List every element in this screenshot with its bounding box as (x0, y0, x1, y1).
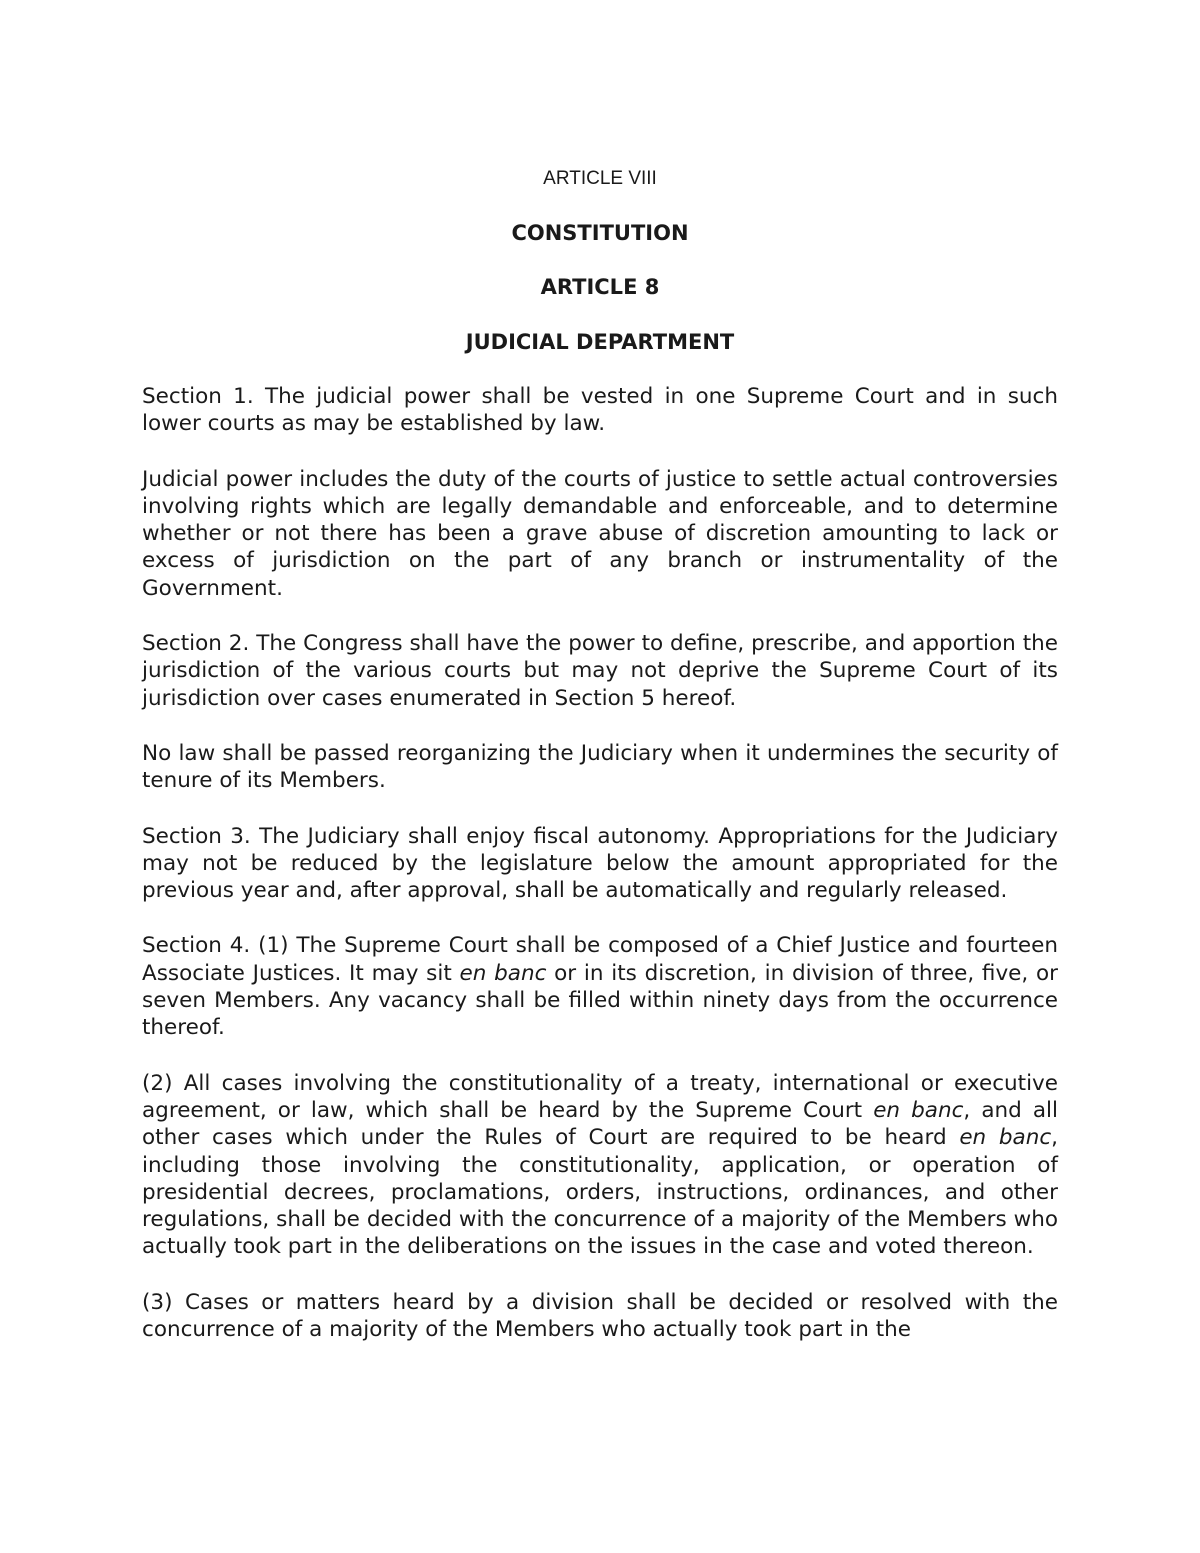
text-segment: , and all other cases which under the Rules of Court are required to be heard (142, 1097, 1058, 1151)
article-number-heading: ARTICLE 8 (540, 275, 660, 299)
paragraph-section-3: Section 3. The Judiciary shall enjoy fiscal autonomy. Appropriations for the Judiciary may not be reduced by the legislature below the amount appropriated for the previous year and, after approval, shall be automatically and regularly released. (142, 823, 1058, 904)
department-heading: JUDICIAL DEPARTMENT (465, 330, 735, 354)
text-segment: , including those involving the constitutionality, application, or operation of presidential decrees, proclamations, orders, instructions, ordinances, and other regulations, shall be decided with the concurrence of a majority of the Members who actually took part in the deliberations on the issues in the case and voted thereon. (142, 1125, 1058, 1260)
document-title: CONSTITUTION (511, 221, 689, 245)
document-body (142, 383, 1058, 1371)
paragraph-section-4-2 (142, 1070, 1058, 1261)
paragraph-section-1: Section 1. The judicial power shall be vested in one Supreme Court and in such lower courts as may be established by law. (142, 384, 1058, 437)
text-segment: (2) All cases involving the constitutionality of a treaty, international or executive agreement, or law, which shall be heard by the Supreme Court (142, 1070, 1058, 1123)
paragraph-section-2: Section 2. The Congress shall have the power to define, prescribe, and apportion the jurisdiction of the various courts but may not deprive the Supreme Court of its jurisdiction over cases enumerated in Section 5 hereof. (142, 631, 1058, 711)
paragraph-section-4-1 (142, 932, 1058, 1041)
article-label: ARTICLE VIII (543, 168, 657, 189)
italic-term: en banc (873, 1097, 964, 1123)
paragraph-judicial-power: Judicial power includes the duty of the courts of justice to settle actual controversies involving rights which are legally demandable and enforceable, and to determine whether or not there has been a grave abuse of discretion amounting to lack or excess of jurisdiction on the part of any branch or instrumentality of the Government. (142, 466, 1058, 601)
italic-term: en banc (959, 1125, 1052, 1151)
paragraph-section-4-3: (3) Cases or matters heard by a division shall be decided or resolved with the concurrence of a majority of the Members who actually took part in the (142, 1289, 1058, 1343)
italic-term: en banc (459, 960, 547, 986)
text-segment: or in its discretion, in division of three, five, or seven Members. Any vacancy shall be filled within ninety days from the occurrence thereof. (142, 960, 1058, 1041)
paragraph-tenure: No law shall be passed reorganizing the Judiciary when it undermines the security of tenure of its Members. (142, 740, 1058, 794)
text-segment: Section 4. (1) The Supreme Court shall be composed of a Chief Justice and fourteen Associate Justices. It may sit (142, 933, 1058, 986)
